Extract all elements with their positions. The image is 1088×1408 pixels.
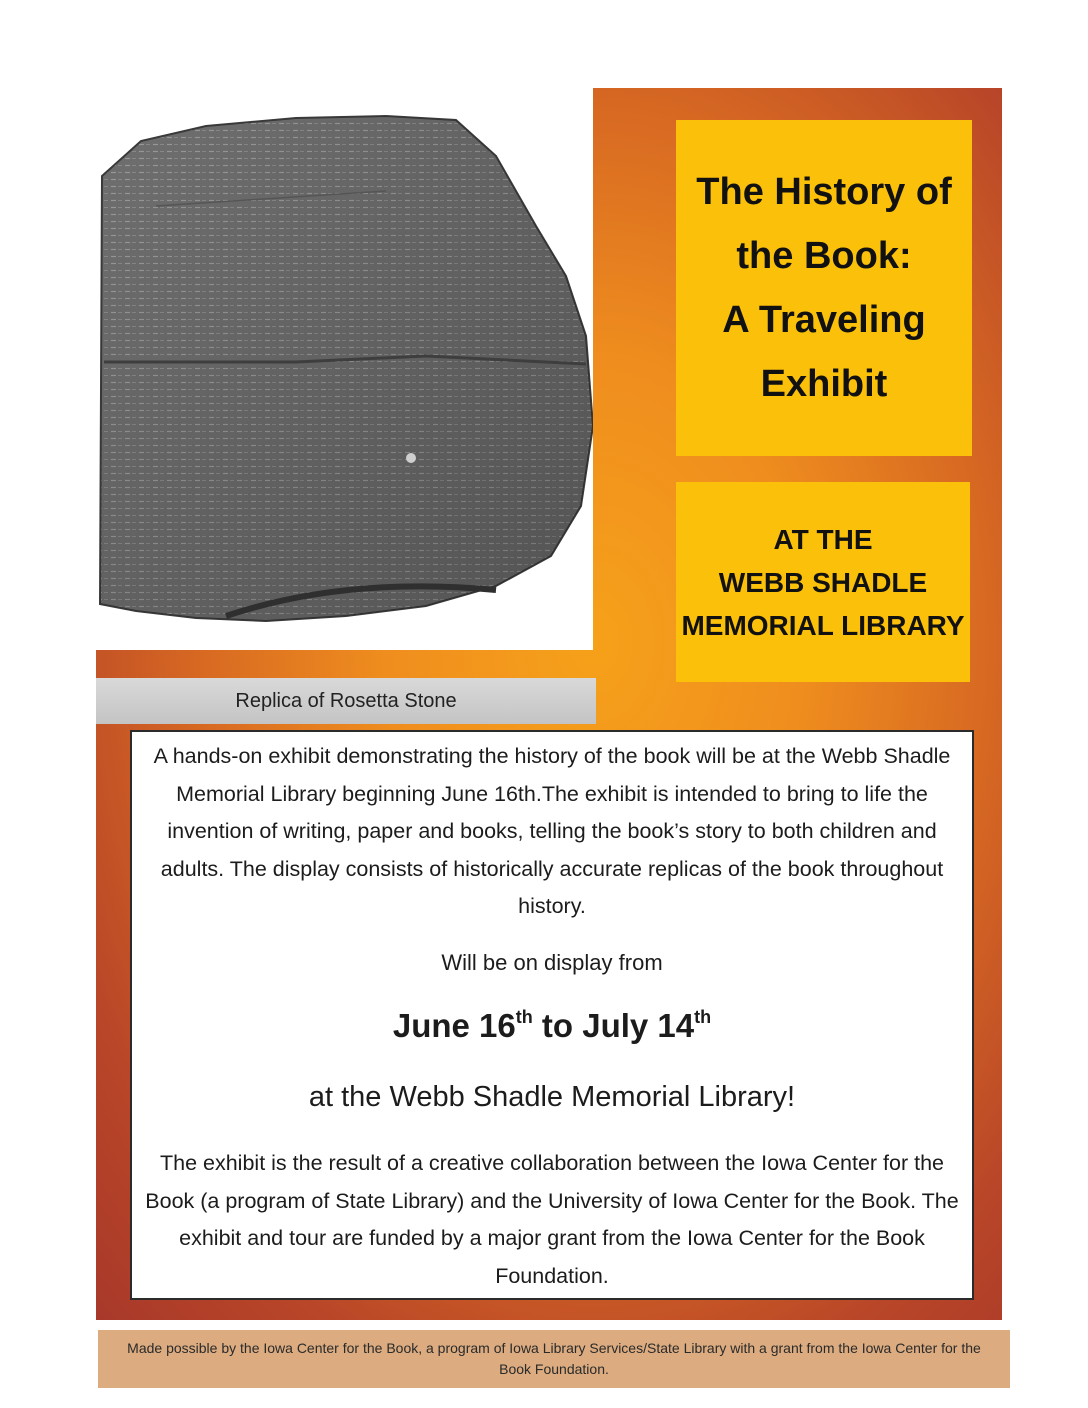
photo-panel <box>96 88 593 650</box>
display-from-text: Will be on display from <box>441 950 663 975</box>
end-date-suffix: th <box>694 1007 712 1027</box>
exhibit-dates <box>132 1004 972 1048</box>
image-caption: Replica of Rosetta Stone <box>96 678 596 724</box>
info-box <box>130 730 974 1300</box>
start-date: June 16 <box>392 1007 516 1044</box>
footer-text: Made possible by the Iowa Center for the Book, a program of Iowa Library Services/State Library with a grant from the Iowa Center for the Book Foundation. <box>127 1340 981 1377</box>
end-date: to July 14 <box>532 1007 695 1044</box>
venue-box <box>676 482 970 682</box>
collaboration-paragraph: The exhibit is the result of a creative collaboration between the Iowa Center for the Book (a program of State Library) and the University of Iowa Center for the Book. The exhibit and tour are funded by a major grant from the Iowa Center for the Book Foundation. <box>145 1151 959 1288</box>
exhibit-flyer <box>96 88 1002 1320</box>
title-line: the Book: <box>736 235 912 277</box>
description-paragraph: A hands-on exhibit demonstrating the history of the book will be at the Webb Shadle Memorial Library beginning June 16th.The exhibit is intended to bring to life the invention of writing, paper and books, telling the book’s story to both children and adults. The display consists of historically accurate replicas of the book throughout history. <box>153 744 951 918</box>
venue-line: WEBB SHADLE <box>718 566 928 598</box>
title-line: A Traveling <box>722 299 926 341</box>
location-text: at the Webb Shadle Memorial Library! <box>308 1081 796 1113</box>
title-line: Exhibit <box>760 363 888 405</box>
footer-band <box>98 1330 1010 1388</box>
rosetta-stone-image <box>96 106 593 636</box>
title-box <box>676 120 972 456</box>
title-line: The History of <box>696 171 952 213</box>
start-date-suffix: th <box>515 1007 533 1027</box>
venue-line: AT THE <box>773 523 873 555</box>
venue-line: MEMORIAL LIBRARY <box>681 609 965 641</box>
